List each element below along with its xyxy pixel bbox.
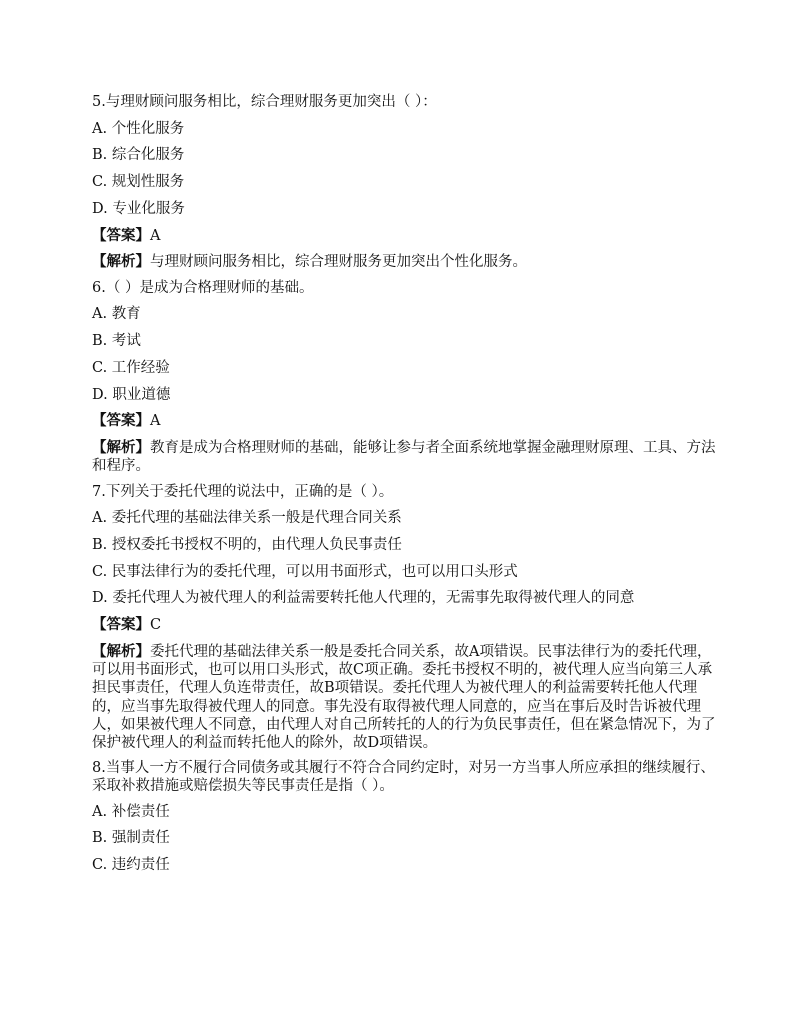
question-stem: 7.下列关于委托代理的说法中，正确的是（ ）。 xyxy=(92,483,394,500)
option-c: C. 规划性服务 xyxy=(92,174,185,191)
explanation-label: 【解析】 xyxy=(92,643,150,661)
answer-label: 【答案】 xyxy=(92,412,150,430)
question-stem: 5.与理财顾问服务相比，综合理财服务更加突出（ ）： xyxy=(92,94,437,110)
explanation-text: 教育是成为合格理财师的基础，能够让参与者全面系统地掌握金融理财原理、工具、方法和程序。 xyxy=(92,440,716,475)
answer xyxy=(92,616,724,634)
option-a: A. 教育 xyxy=(92,306,141,323)
answer-label: 【答案】 xyxy=(92,226,150,244)
option-a: A. 补偿责任 xyxy=(92,803,170,820)
question-8 xyxy=(92,759,724,874)
answer-label: 【答案】 xyxy=(92,616,150,634)
answer xyxy=(92,227,724,245)
answer-value: C xyxy=(150,617,162,634)
explanation-text: 与理财顾问服务相比，综合理财服务更加突出个性化服务。 xyxy=(150,254,527,271)
answer-value: A xyxy=(150,227,161,244)
option-d: D. 专业化服务 xyxy=(92,200,185,217)
question-6 xyxy=(92,279,724,476)
explanation xyxy=(92,439,724,475)
explanation-label: 【解析】 xyxy=(92,439,150,457)
answer-value: A xyxy=(150,413,161,430)
option-b: B. 综合化服务 xyxy=(92,147,185,164)
answer xyxy=(92,412,724,430)
option-d: D. 职业道德 xyxy=(92,386,171,403)
explanation-text: 委托代理的基础法律关系一般是委托合同关系，故A项错误。民事法律行为的委托代理，可以用书面形式，也可以用口头形式，故C项正确。委托书授权不明的，被代理人应当向第三人承担民事责任，代理人负连带责任，故B项错误。委托代理人为被代理人的利益需要转托他人代理的，应当事先取得被代理人的同意。事先没有取得被代理人同意的，应当在事后及时告诉被代理人，如果被代理人不同意，由代理人对自己所转托的人的行为负民事责任，但在紧急情况下，为了保护被代理人的利益而转托他人的除外，故D项错误。 xyxy=(92,644,716,752)
explanation-label: 【解析】 xyxy=(92,253,150,271)
option-a: A. 个性化服务 xyxy=(92,120,185,137)
question-5 xyxy=(92,93,724,272)
explanation xyxy=(92,253,724,271)
option-d: D. 委托代理人为被代理人的利益需要转托他人代理的，无需事先取得被代理人的同意 xyxy=(92,590,635,607)
option-a: A. 委托代理的基础法律关系一般是代理合同关系 xyxy=(92,510,402,527)
option-c: C. 民事法律行为的委托代理，可以用书面形式，也可以用口头形式 xyxy=(92,563,518,580)
question-stem: 8.当事人一方不履行合同债务或其履行不符合合同约定时，对另一方当事人所应承担的继续履行、采取补救措施或赔偿损失等民事责任是指（ ）。 xyxy=(92,760,715,795)
question-stem: 6.（ ）是成为合格理财师的基础。 xyxy=(92,279,314,296)
option-b: B. 授权委托书授权不明的，由代理人负民事责任 xyxy=(92,536,402,553)
explanation xyxy=(92,643,724,752)
option-b: B. 考试 xyxy=(92,332,141,349)
option-c: C. 违约责任 xyxy=(92,857,170,874)
option-c: C. 工作经验 xyxy=(92,359,170,376)
option-b: B. 强制责任 xyxy=(92,830,170,847)
question-7 xyxy=(92,483,724,753)
